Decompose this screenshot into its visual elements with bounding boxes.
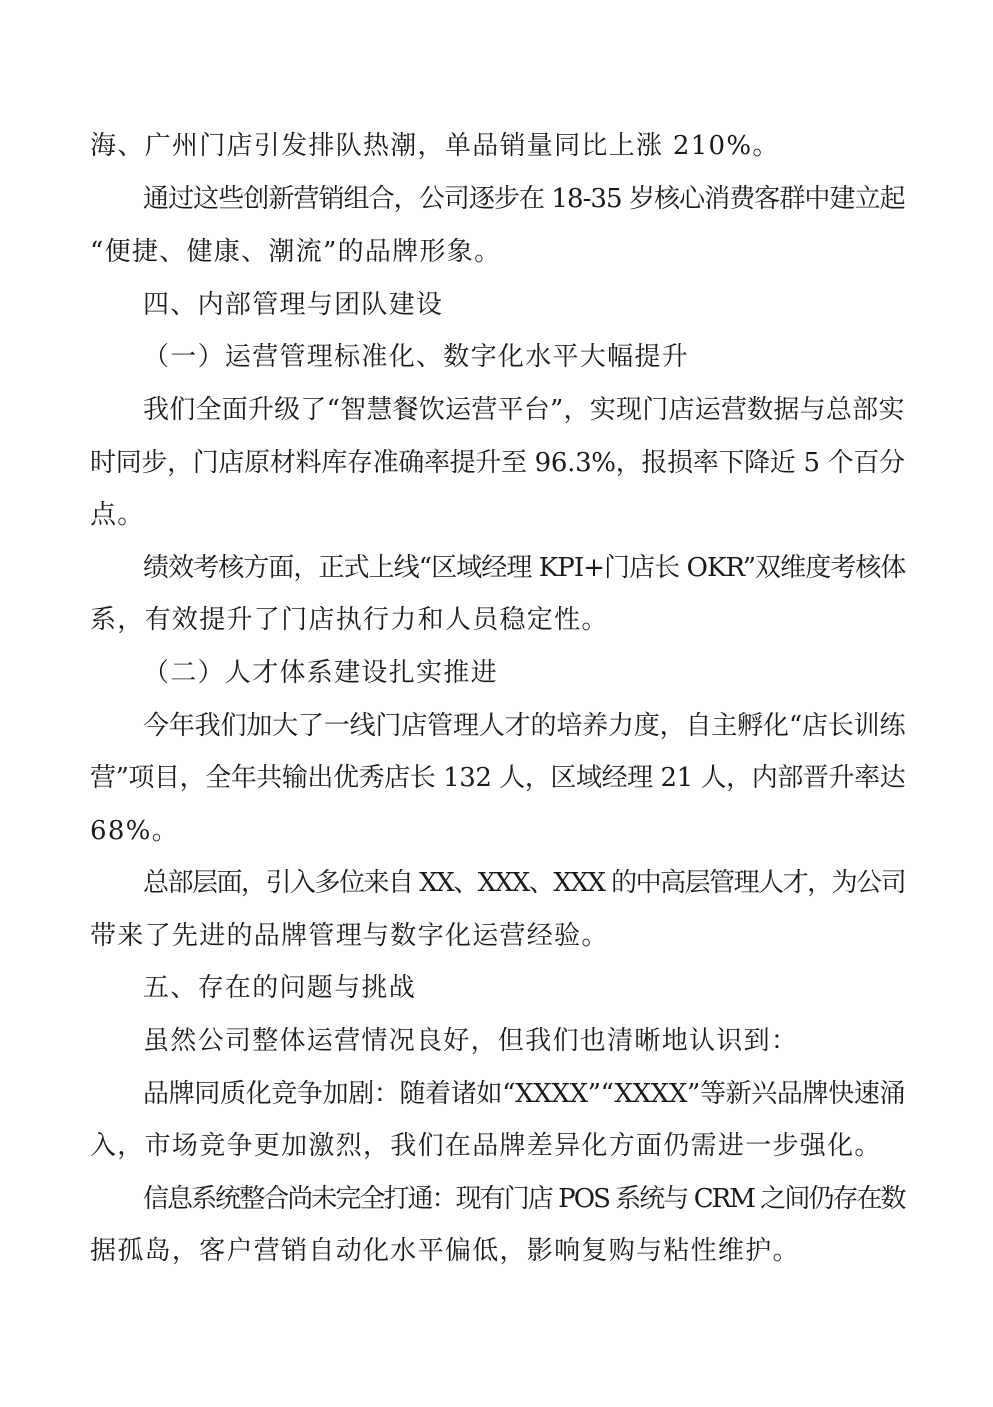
- body-line-8: 点。: [90, 500, 145, 530]
- body-line-18: 虽然公司整体运营情况良好，但我们也清晰地认识到：: [143, 1026, 799, 1056]
- body-line-21: 信息系统整合尚未完全打通：现有门店 POS 系统与 CRM 之间仍存在数: [143, 1184, 905, 1214]
- body-line-10: 系，有效提升了门店执行力和人员稳定性。: [90, 605, 609, 635]
- body-line-6: 我们全面升级了“智慧餐饮运营平台”，实现门店运营数据与总部实: [143, 395, 905, 425]
- body-line-15: 总部层面，引入多位来自 XX、XXX、XXX 的中高层管理人才，为公司: [143, 868, 906, 898]
- body-line-14: 68%。: [90, 816, 179, 846]
- section-heading-5: 五、存在的问题与挑战: [143, 973, 417, 1003]
- body-line-1: 海、广州门店引发排队热潮，单品销量同比上涨 210%。: [90, 131, 780, 161]
- section-heading-4: 四、内部管理与团队建设: [143, 290, 444, 320]
- subsection-heading-2: （二）人才体系建设扎实推进: [143, 658, 498, 688]
- body-line-9: 绩效考核方面，正式上线“区域经理 KPI+门店长 OKR”双维度考核体: [143, 553, 906, 583]
- body-line-13: 营”项目，全年共输出优秀店长 132 人，区域经理 21 人，内部晋升率达: [90, 763, 906, 793]
- body-line-2: 通过这些创新营销组合，公司逐步在 18-35 岁核心消费客群中建立起: [143, 184, 905, 214]
- body-line-20: 入，市场竞争更加激烈，我们在品牌差异化方面仍需进一步强化。: [90, 1131, 882, 1161]
- body-line-19: 品牌同质化竞争加剧：随着诸如“XXXX”“XXXX”等新兴品牌快速涌: [143, 1079, 906, 1109]
- body-line-12: 今年我们加大了一线门店管理人才的培养力度，自主孵化“店长训练: [143, 711, 906, 741]
- body-line-3: “便捷、健康、潮流”的品牌形象。: [90, 237, 502, 267]
- subsection-heading-1: （一）运营管理标准化、数字化水平大幅提升: [143, 342, 690, 372]
- body-line-7: 时同步，门店原材料库存准确率提升至 96.3%，报损率下降近 5 个百分: [90, 448, 905, 478]
- body-line-22: 据孤岛，客户营销自动化水平偏低，影响复购与粘性维护。: [90, 1236, 800, 1266]
- body-line-16: 带来了先进的品牌管理与数字化运营经验。: [90, 921, 609, 951]
